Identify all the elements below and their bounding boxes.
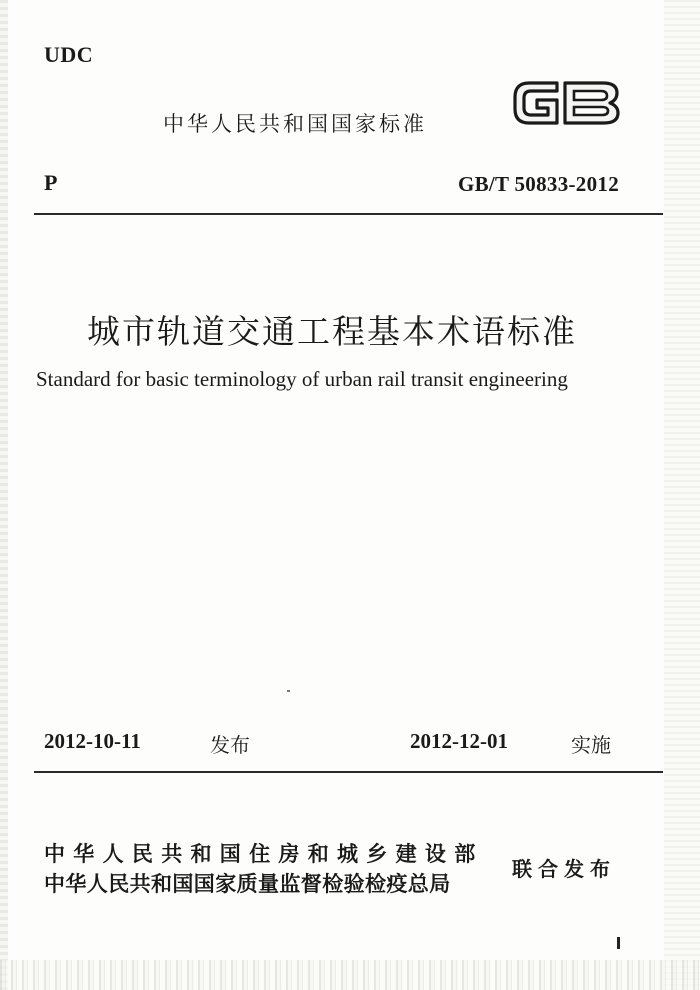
- title-chinese: 城市轨道交通工程基本术语标准: [87, 312, 577, 351]
- implement-label: 实施: [571, 733, 611, 757]
- bottom-divider: [34, 771, 663, 773]
- gb-logo-icon: [507, 73, 623, 131]
- scan-mark: [617, 937, 620, 949]
- top-divider: [34, 213, 663, 215]
- scan-edge-bottom: [0, 960, 700, 990]
- category-label: P: [44, 170, 58, 195]
- scan-edge-right: [664, 0, 700, 990]
- udc-label: UDC: [44, 42, 94, 67]
- scan-speck: [287, 690, 290, 692]
- scan-edge-left: [0, 0, 8, 990]
- title-english: Standard for basic terminology of urban rail transit engineering: [36, 367, 568, 391]
- joint-issue-label: 联合发布: [512, 857, 616, 881]
- standard-number: GB/T 50833-2012: [457, 172, 619, 196]
- standard-type-heading: 中华人民共和国国家标准: [163, 112, 427, 136]
- issue-label: 发布: [210, 733, 250, 757]
- publisher-ministry: 中华人民共和国住房和城乡建设部: [44, 842, 484, 866]
- issue-date: 2012-10-11: [44, 729, 141, 753]
- publisher-aqsiq: 中华人民共和国国家质量监督检验检疫总局: [44, 872, 451, 896]
- implement-date: 2012-12-01: [410, 729, 508, 753]
